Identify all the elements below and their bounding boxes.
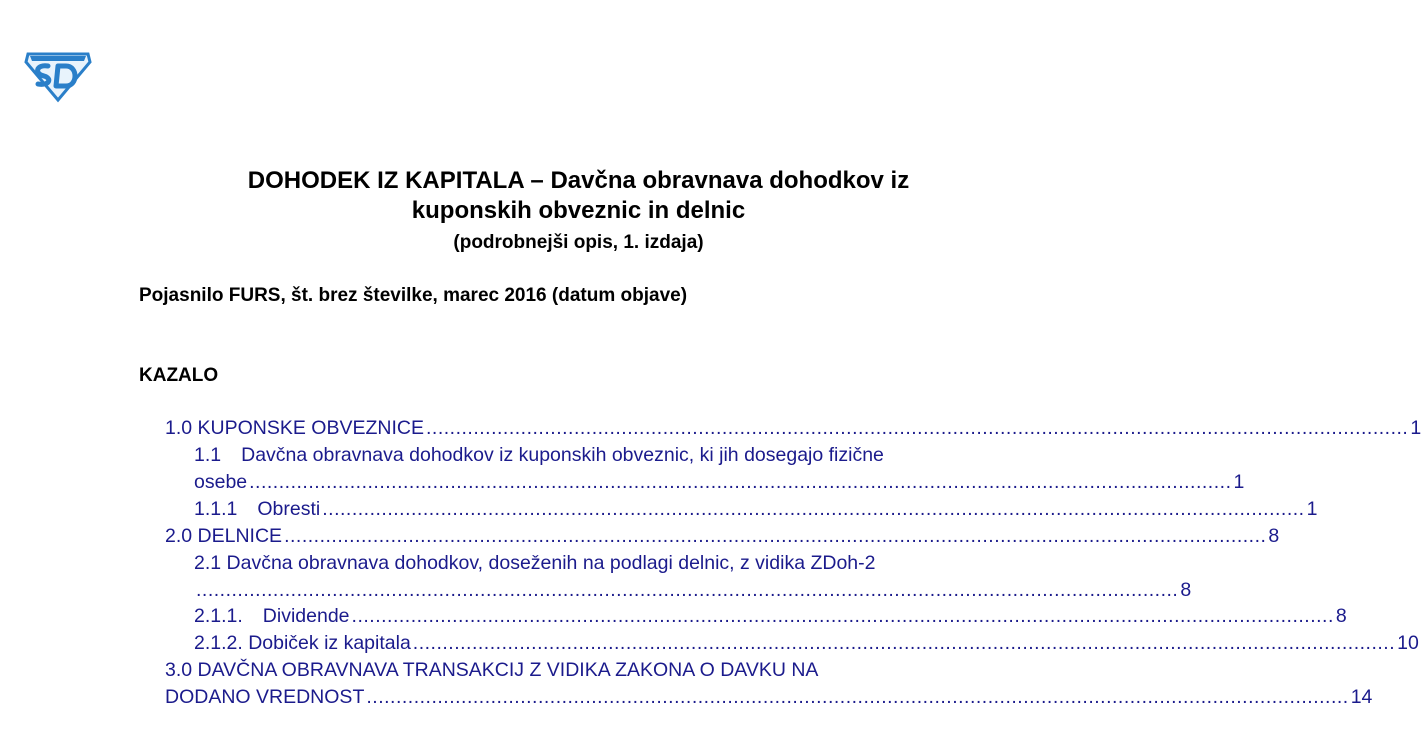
toc-entry-text: DODANO VREDNOST [165, 686, 365, 708]
toc-entry-page: 8 [1268, 525, 1280, 547]
toc-entry-text: Dividende [262, 605, 350, 627]
toc-entry-text: 2.1.2. Dobiček iz kapitala [194, 632, 411, 654]
toc-leader-dots: ...................................................................................................................................................................... [196, 579, 1179, 601]
toc-entry-number: 1.1 [194, 444, 222, 466]
toc-leader-dots: ...................................................................................................................................................................... [351, 605, 1334, 627]
toc-entry-1-1-1[interactable] [194, 496, 1318, 522]
toc-entry-1-0[interactable] [165, 415, 1421, 441]
toc-entry-text: 1.0 KUPONSKE OBVEZNICE [165, 417, 424, 439]
toc-entry-1-1[interactable] [194, 442, 884, 468]
toc-entry-page: 10 [1397, 632, 1419, 654]
toc-entry-page: 8 [1180, 579, 1192, 601]
toc-entry-2-0[interactable] [165, 523, 1280, 549]
toc-entry-number: 2.1.1. [194, 605, 243, 627]
toc-entry-3-0[interactable] [165, 657, 818, 683]
toc-entry-2-1-1[interactable] [194, 603, 1347, 629]
toc-entry-text: osebe [194, 471, 248, 493]
toc-entry-page: 1 [1306, 498, 1318, 520]
toc-leader-dots: ...................................................................................................................................................................... [249, 471, 1232, 493]
toc-entry-3-0-continuation[interactable] [165, 684, 1373, 710]
toc-leader-dots: ...................................................................................................................................................................... [284, 525, 1267, 547]
toc-entry-2-1-continuation[interactable] [194, 577, 1192, 603]
toc-entry-text: Obresti [257, 498, 321, 520]
toc-entry-text: 3.0 DAVČNA OBRAVNAVA TRANSAKCIJ Z VIDIKA ZAKONA O DAVKU NA [165, 659, 819, 681]
toc-entry-page: 1 [1410, 417, 1421, 439]
toc-entry-page: 1 [1233, 471, 1245, 493]
toc-leader-dots: ...................................................................................................................................................................... [426, 417, 1409, 439]
toc-leader-dots: ...................................................................................................................................................................... [412, 632, 1396, 654]
toc-entry-number: 1.1.1 [194, 498, 238, 520]
toc-heading: KAZALO [139, 365, 219, 386]
title-line-2: kuponskih obveznic in delnic [411, 197, 746, 224]
toc-entry-page: 8 [1335, 605, 1347, 627]
toc-entry-1-1-continuation[interactable] [194, 469, 1245, 495]
toc-entry-text: 2.1 Davčna obravnava dohodkov, doseženih na podlagi delnic, z vidika ZDoh-2 [194, 552, 876, 574]
document-subtitle: (podrobnejši opis, 1. izdaja) [453, 232, 704, 253]
toc-entry-2-1[interactable] [194, 550, 875, 576]
document-reference: Pojasnilo FURS, št. brez številke, marec 2016 (datum objave) [139, 285, 688, 306]
toc-entry-2-1-2[interactable] [194, 630, 1419, 656]
title-line-1: DOHODEK IZ KAPITALA – Davčna obravnava dohodkov iz [247, 167, 910, 194]
toc-entry-text: Davčna obravnava dohodkov iz kuponskih obveznic, ki jih dosegajo fizične [241, 444, 884, 466]
toc-leader-dots: ...................................................................................................................................................................... [322, 498, 1305, 520]
toc-leader-dots: ...................................................................................................................................................................... [366, 686, 1349, 708]
toc-entry-page: 14 [1350, 686, 1373, 708]
toc-entry-text: 2.0 DELNICE [165, 525, 283, 547]
